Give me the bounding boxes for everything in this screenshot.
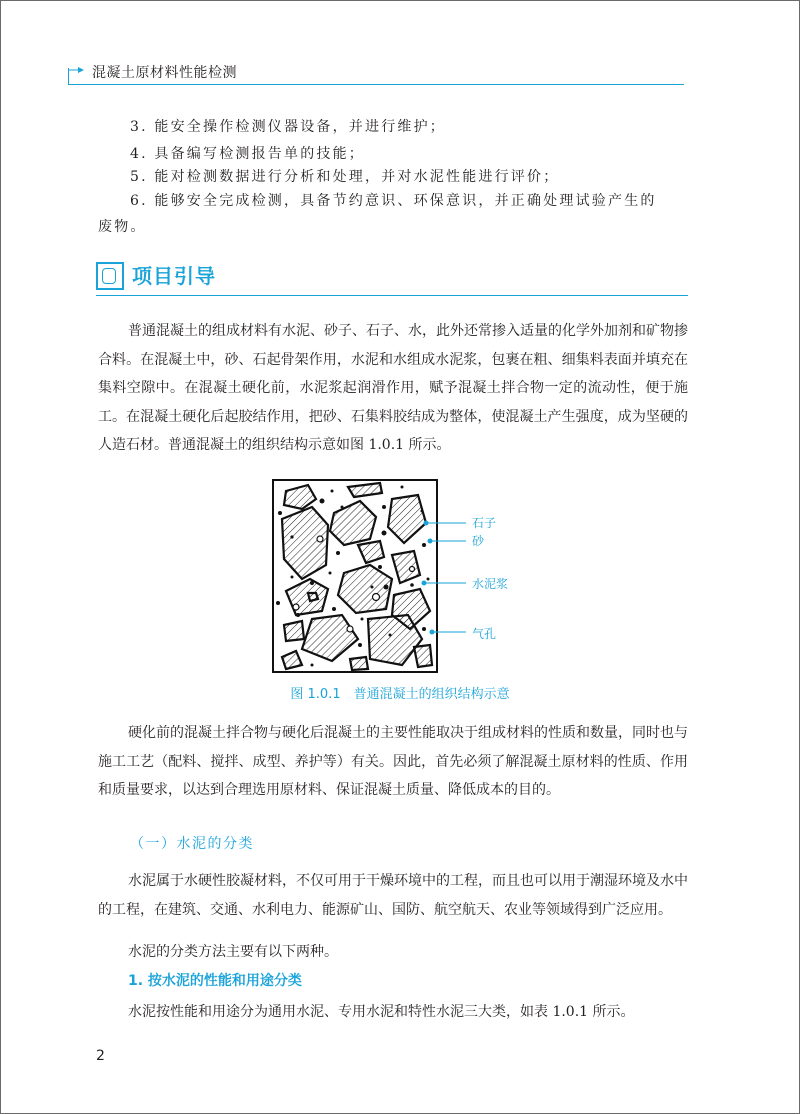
concrete-structure-figure xyxy=(272,479,438,673)
figure-caption: 图 1.0.1 普通混凝土的组织结构示意 xyxy=(290,687,510,702)
list-item: 6. 能够安全完成检测，具备节约意识、环保意识，并正确处理试验产生的 xyxy=(130,193,657,209)
paragraph-intro: 普通混凝土的组成材料有水泥、砂子、石子、水，此外还常掺入适量的化学外加剂和矿物掺合料。在混凝土中，砂、石起骨架作用，水泥和水组成水泥浆，包裹在粗、细集料表面并填充在集料空隙中。在混凝土硬化前，水泥浆起润滑作用，赋予混凝土拌合物一定的流动性，便于施工。在混凝土硬化后起胶结作用，把砂、石集料胶结成为整体，使混凝土产生强度，成为坚硬的人造石材。普通混凝土的组织结构示意如图 1.0.1 所示。 xyxy=(98,323,688,453)
paragraph-cement-intro: 水泥属于水硬性胶凝材料，不仅可用于干燥环境中的工程，而且也可以用于潮湿环境及水中的工程，在建筑、交通、水利电力、能源矿山、国防、航空航天、农业等领域得到广泛应用。 xyxy=(98,873,688,918)
figure-label-paste: 水泥浆 xyxy=(472,577,509,591)
subheading-by-performance: 1. 按水泥的性能和用途分类 xyxy=(128,973,302,989)
list-item: 5. 能对检测数据进行分析和处理，并对水泥性能进行评价； xyxy=(130,169,560,185)
subheading-cement-classification: （一）水泥的分类 xyxy=(130,836,254,852)
paragraph-three-types: 水泥按性能和用途分为通用水泥、专用水泥和特性水泥三大类，如表 1.0.1 所示。 xyxy=(128,1004,635,1020)
section-badge-icon xyxy=(96,262,124,290)
list-item: 废物。 xyxy=(98,219,147,235)
section-title: 项目引导 xyxy=(132,264,216,288)
list-item: 3. 能安全操作检测仪器设备，并进行维护； xyxy=(130,119,447,135)
figure-label-pore: 气孔 xyxy=(472,627,497,641)
running-header-title: 混凝土原材料性能检测 xyxy=(92,65,237,81)
figure-label-stone: 石子 xyxy=(472,516,497,530)
page-number: 2 xyxy=(96,1048,105,1064)
paragraph-properties: 硬化前的混凝土拌合物与硬化后混凝土的主要性能取决于组成材料的性质和数量，同时也与施工工艺（配料、搅拌、成型、养护等）有关。因此，首先必须了解混凝土原材料的性质、作用和质量要求，以达到合理选用原材料、保证混凝土质量、降低成本的目的。 xyxy=(98,725,688,798)
header-rule xyxy=(68,84,684,85)
figure-leader-lines xyxy=(420,510,480,640)
section-rule xyxy=(96,295,688,296)
header-arrow-icon xyxy=(68,66,84,74)
list-item: 4. 具备编写检测报告单的技能； xyxy=(130,146,366,162)
paragraph-classification-methods: 水泥的分类方法主要有以下两种。 xyxy=(128,944,338,960)
figure-label-sand: 砂 xyxy=(472,534,485,548)
